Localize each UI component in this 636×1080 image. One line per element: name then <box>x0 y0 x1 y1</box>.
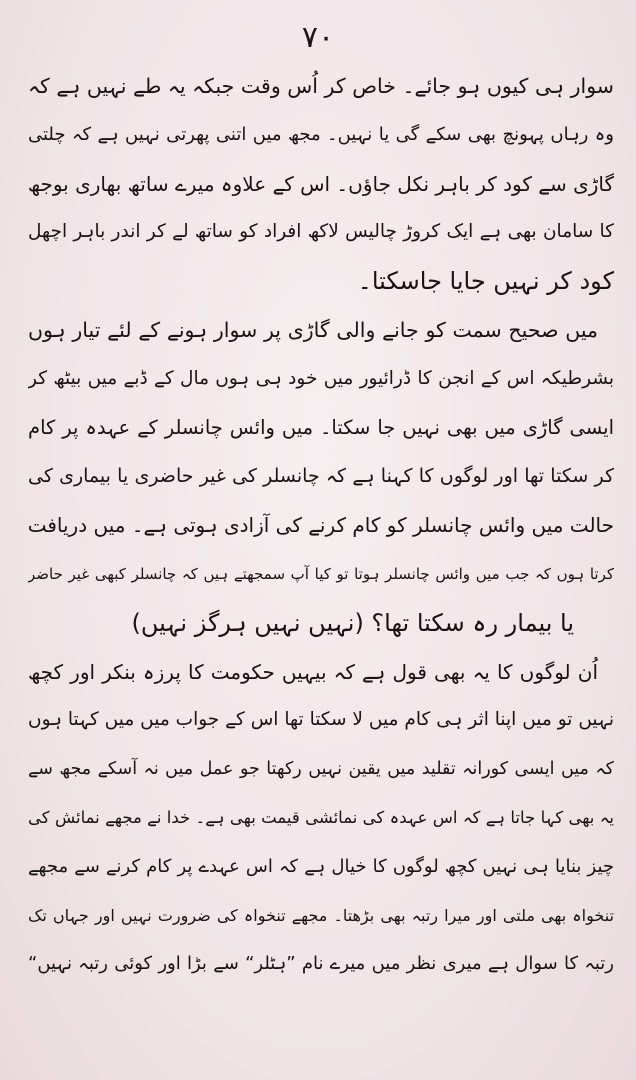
text-line: کرتا ہوں کہ جب میں وائس چانسلر ہوتا تو کیا آپ سمجھتے ہیں کہ چانسلر کبھی غیر حاضر <box>28 564 614 583</box>
text-line: یہ بھی کہا جاتا ہے کہ اس عہدہ کی نمائشی قیمت بھی ہے۔ خدا نے مجھے نمائش کی <box>28 807 614 827</box>
text-line: اُن لوگوں کا یہ بھی قول ہے کہ بیہیں حکومت کا پرزہ بنکر اور کچھ <box>28 659 598 684</box>
text-line: ایسی گاڑی میں بھی نہیں جا سکتا۔ میں وائس چانسلر کے عہدہ پر کام <box>28 415 614 439</box>
text-line: کود کر نہیں جایا جاسکتا۔ <box>357 267 614 296</box>
page-number: ۷۰ <box>301 20 335 55</box>
text-line: بشرطیکہ اس کے انجن کا ڈرائیور میں خود ہی ہوں مال کے ڈبے میں بیٹھ کر <box>28 367 614 389</box>
text-line: رتبہ کا سوال ہے میری نظر میں میرے نام ”ہٹلر“ سے بڑا اور کوئی رتبہ نہیں“ <box>28 953 614 975</box>
text-line: میں صحیح سمت کو جانے والی گاڑی پر سوار ہونے کے لئے تیار ہوں <box>28 317 598 342</box>
body-text <box>28 62 614 989</box>
text-line: یا بیمار رہ سکتا تھا؟ (نہیں نہیں ہرگز نہیں) <box>131 608 574 637</box>
text-line: تنخواہ بھی ملتی اور میرا رتبہ بھی بڑھتا۔ مجھے تنخواہ کی ضرورت نہیں اور جہاں تک <box>28 905 614 925</box>
text-line: کا سامان بھی ہے ایک کروڑ چالیس لاکھ افراد کو ساتھ لے کر اندر باہر اچھل <box>28 221 614 243</box>
text-line: حالت میں وائس چانسلر کو کام کرنے کی آزادی ہوتی ہے۔ میں دریافت <box>28 513 614 538</box>
text-line: کر سکتا تھا اور لوگوں کا کہنا ہے کہ چانسلر کی غیر حاضری یا بیماری کی <box>28 465 614 488</box>
text-line: وہ رہاں پہونچ بھی سکے گی یا نہیں۔ مجھ میں اتنی پھرتی نہیں ہے کہ چلتی <box>28 123 614 145</box>
text-line: کہ میں ایسی کورانہ تقلید میں یقین نہیں رکھتا جو عمل میں نہ آسکے مجھ سے <box>28 759 614 780</box>
text-line: چیز بنایا ہی نہیں کچھ لوگوں کا خیال ہے کہ اس عہدے پر کام کرنے سے مجھے <box>28 855 614 877</box>
text-line: سوار ہی کیوں ہو جائے۔ خاص کر اُس وقت جبکہ یہ طے نہیں ہے کہ <box>28 74 614 98</box>
text-line: گاڑی سے کود کر باہر نکل جاؤں۔ اس کے علاوہ میرے ساتھ بھاری بوجھ <box>28 171 614 196</box>
text-line: نہیں تو میں اپنا اثر ہی کام میں لا سکتا تھا اس کے جواب میں میں کہتا ہوں <box>28 709 614 731</box>
